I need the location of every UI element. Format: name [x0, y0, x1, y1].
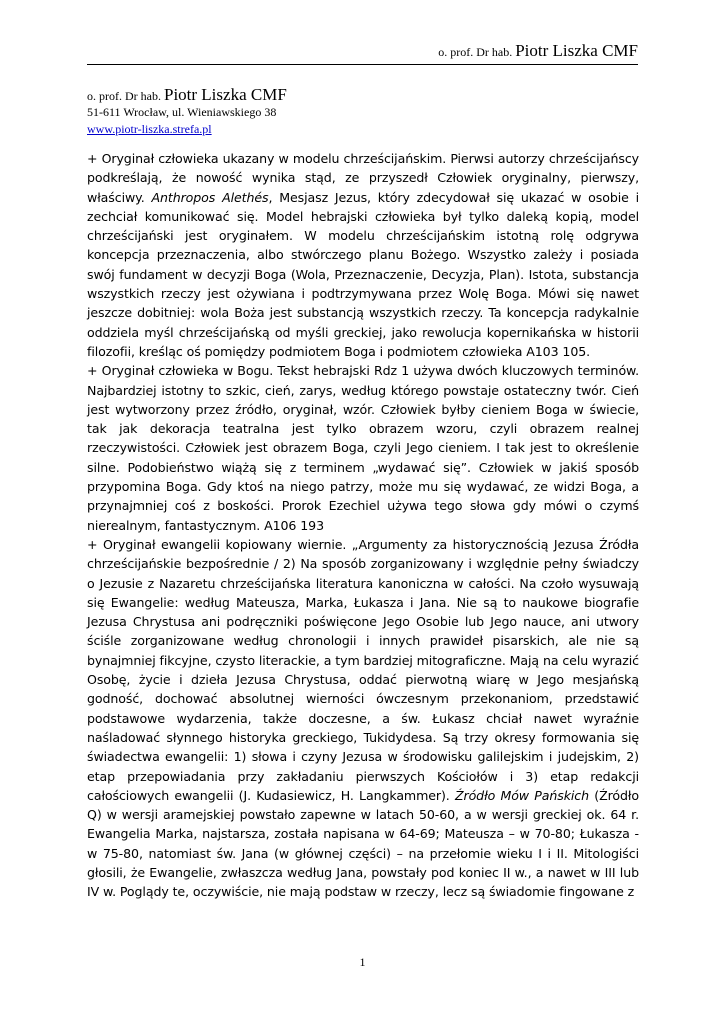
paragraph-original-gospel	[87, 535, 639, 902]
paragraph-text: (Źródło Q) w wersji aramejskiej powstało zapewne w latach 50-60, a w wersji greckiej ok. 64 r. Ewangelia Marka, najstarsza, została napisana w 64-69; Mateusza – w 70-80; Łukasza - w 75-80, natomiast św. Jana (w głównej części) – na przełomie wieku I i II. Mitologiści głosili, że Ewangelie, zwłaszcza według Jana, powstały pod koniec II w., a nawet w III lub IV w. Poglądy te, oczywiście, nie mają podstaw w rzeczy, lecz są świadomie fingowane z	[87, 787, 639, 900]
author-address: 51-611 Wrocław, ul. Wieniawskiego 38	[87, 105, 277, 119]
author-name: Piotr Liszka CMF	[163, 85, 287, 104]
paragraph-text: + Oryginał ewangelii kopiowany wiernie. „Argumenty za historycznością Jezusa Źródła chrześcijańskie bezpośrednie / 2) Na sposób zorganizowany i względnie pełny świadczy o Jezusie z Nazaretu chrześcijańska literatura kanoniczna w całości. Na czoło wysuwają się Ewangelie: według Mateusza, Marka, Łukasza i Jana. Nie są to naukowe biografie Jezusa Chrystusa ani podręczniki poświęcone Jego Osobie lub Jego nauce, ani utwory ściśle zorganizowane według chronologii i innych prawideł pisarskich, ale nie są bynajmniej fikcyjne, czysto literackie, a tym bardziej mitograficzne. Mają na celu wyrazić Osobę, życie i dzieła Jezusa Chrystusa, oddać pierwotną wiarę w Jego mesjańską godność, dochować absolutnej wierności ówczesnym przekonaniom, przedstawić podstawowe wydarzenia, także doczesne, a św. Łukasz chciał nawet wyraźnie naśladować słynnego historyka greckiego, Tukidydesa. Są trzy okresy formowania się świadectwa ewangelii: 1) słowa i czyny Jezusa w środowisku galilejskim i judejskim, 2) etap przepowiadania przy zakładaniu pierwszych Kościołów i 3) etap redakcji całościowych ewangelii (J. Kudasiewicz, H. Langkammer).	[87, 536, 639, 803]
page-number: 1	[359, 955, 366, 969]
header-divider	[87, 64, 638, 65]
author-line	[87, 86, 287, 105]
paragraph-original-in-god	[87, 361, 639, 535]
header-prefix: o. prof. Dr hab.	[438, 45, 513, 59]
paragraph-text: + Oryginał człowieka w Bogu. Tekst hebrajski Rdz 1 używa dwóch kluczowych terminów. Najbardziej istotny to szkic, cień, zarys, według którego powstaje ostateczny twór. Cień jest wytworzony przez źródło, oryginał, wzór. Człowiek byłby cieniem Boga w świecie, tak jak dekoracja teatralna jest tylko obrazem wzoru, czyli obrazem realnej rzeczywistości. Człowiek jest obrazem Boga, czyli Jego cieniem. I tak jest to określenie silne. Podobieństwo wiążą się z terminem „wydawać się”. Człowiek w jakiś sposób przypomina Boga. Gdy ktoś na niego patrzy, może mu się wydawać, ze widzi Boga, a przynajmniej coś z boskości. Prorok Ezechiel używa tego słowa gdy mówi o czymś nierealnym, fantastycznym. A106 193	[87, 363, 639, 533]
paragraph-text: + Oryginał człowieka ukazany w modelu chrześcijańskim. Pierwsi autorzy chrześcijańscy podkreślają, że nowość wynika stąd, ze przyszedł Człowiek oryginalny, pierwszy, właściwy.	[87, 151, 639, 205]
paragraph-italic-term: Anthropos Alethés	[151, 189, 269, 205]
body-text	[87, 149, 639, 902]
author-block	[87, 86, 287, 138]
paragraph-original-christian-model	[87, 149, 639, 361]
author-website-link[interactable]: www.piotr-liszka.strefa.pl	[87, 122, 212, 136]
running-header	[438, 41, 638, 61]
paragraph-italic-term: Źródło Mów Pańskich	[454, 787, 590, 803]
paragraph-text: , Mesjasz Jezus, który zdecydował się ukazać w osobie i zechciał komunikować się. Model hebrajski człowieka był tylko daleką kopią, model chrześcijański jest oryginałem. W modelu chrześcijańskim istotną rolę odgrywa koncepcja przeznaczenia, albo stwórczego planu Bożego. Wszystko zależy i posiada swój fundament w decyzji Boga (Wola, Przeznaczenie, Decyzja, Plan). Istota, substancja wszystkich rzeczy jest ożywiana i podtrzymywana przez Wolę Boga. Mówi się nawet jeszcze dobitniej: wola Boża jest substancją wszystkich rzeczy. Ta koncepcja radykalnie oddziela myśl chrześcijańską od myśli greckiej, jako rewolucja kopernikańska w historii filozofii, kreśląc oś pomiędzy podmiotem Boga i podmiotem człowieka A103 105.	[87, 189, 640, 359]
header-author-name: Piotr Liszka CMF	[515, 41, 638, 60]
author-prefix: o. prof. Dr hab.	[87, 89, 161, 103]
